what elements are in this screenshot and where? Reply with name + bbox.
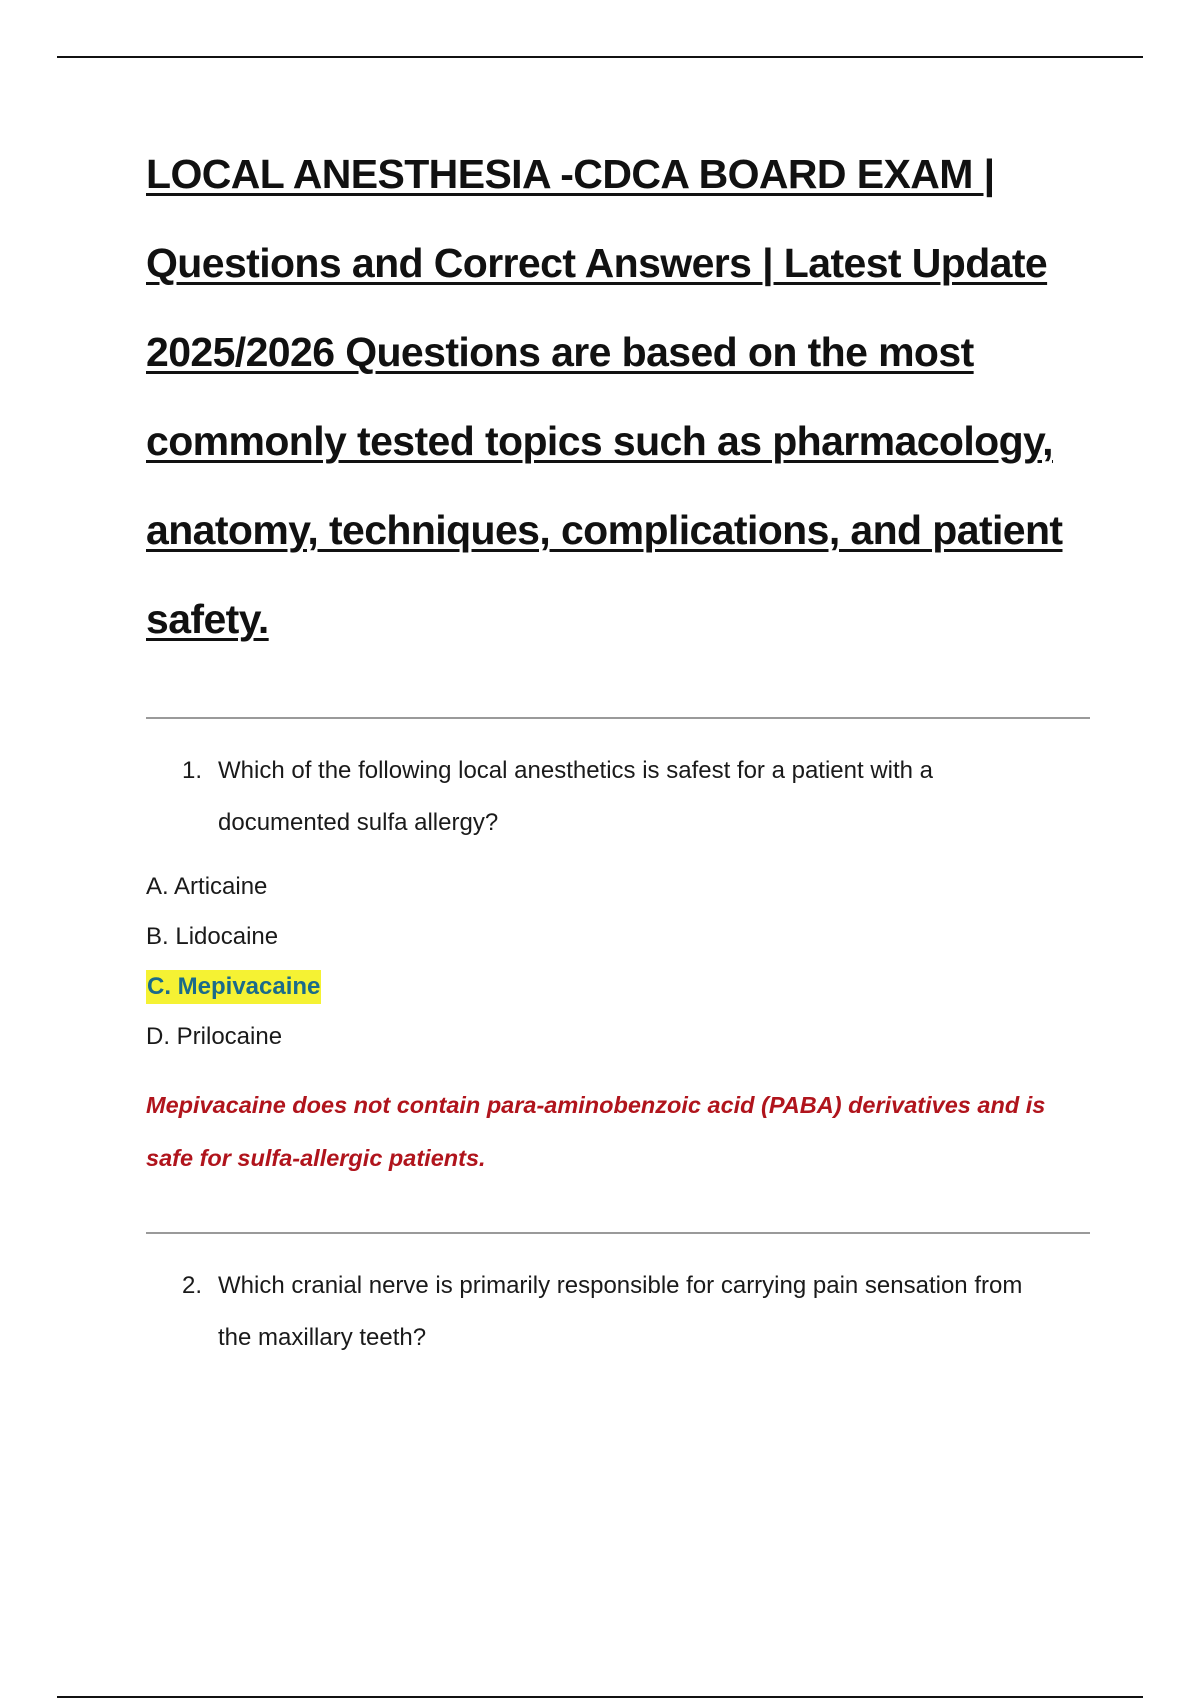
top-rule (57, 56, 1143, 58)
question-text: Which of the following local anesthetics is safest for a patient with a documented sulfa allergy? (218, 757, 934, 836)
question-text: Which cranial nerve is primarily responsible for carrying pain sensation from the maxillary teeth? (218, 1272, 1023, 1351)
option-b (146, 912, 1046, 962)
question-1 (182, 745, 1062, 849)
section-divider (146, 1232, 1090, 1234)
question-number: 1. (182, 757, 203, 784)
question-number: 2. (182, 1272, 203, 1299)
highlighted-answer: C. Mepivacaine (146, 970, 321, 1004)
answer-explanation: Mepivacaine does not contain para-aminobenzoic acid (PABA) derivatives and is safe for sulfa-allergic patients. (146, 1092, 1046, 1171)
option-d (146, 1012, 1046, 1062)
section-divider (146, 717, 1090, 719)
option-label: B. Lidocaine (146, 923, 279, 950)
bottom-rule (57, 1696, 1143, 1698)
question-2 (182, 1260, 1062, 1364)
option-a (146, 862, 1046, 912)
answer-options (146, 862, 1046, 1062)
option-c-correct-answer (146, 962, 1046, 1012)
document-title: LOCAL ANESTHESIA -CDCA BOARD EXAM | Questions and Correct Answers | Latest Update 2025/2026 Questions are based on the most commonly tested topics such as pharmacology, anatomy, techniques, complications, and patient safety. (146, 151, 1063, 642)
option-label: A. Articaine (146, 873, 268, 900)
option-label: D. Prilocaine (146, 1023, 283, 1050)
